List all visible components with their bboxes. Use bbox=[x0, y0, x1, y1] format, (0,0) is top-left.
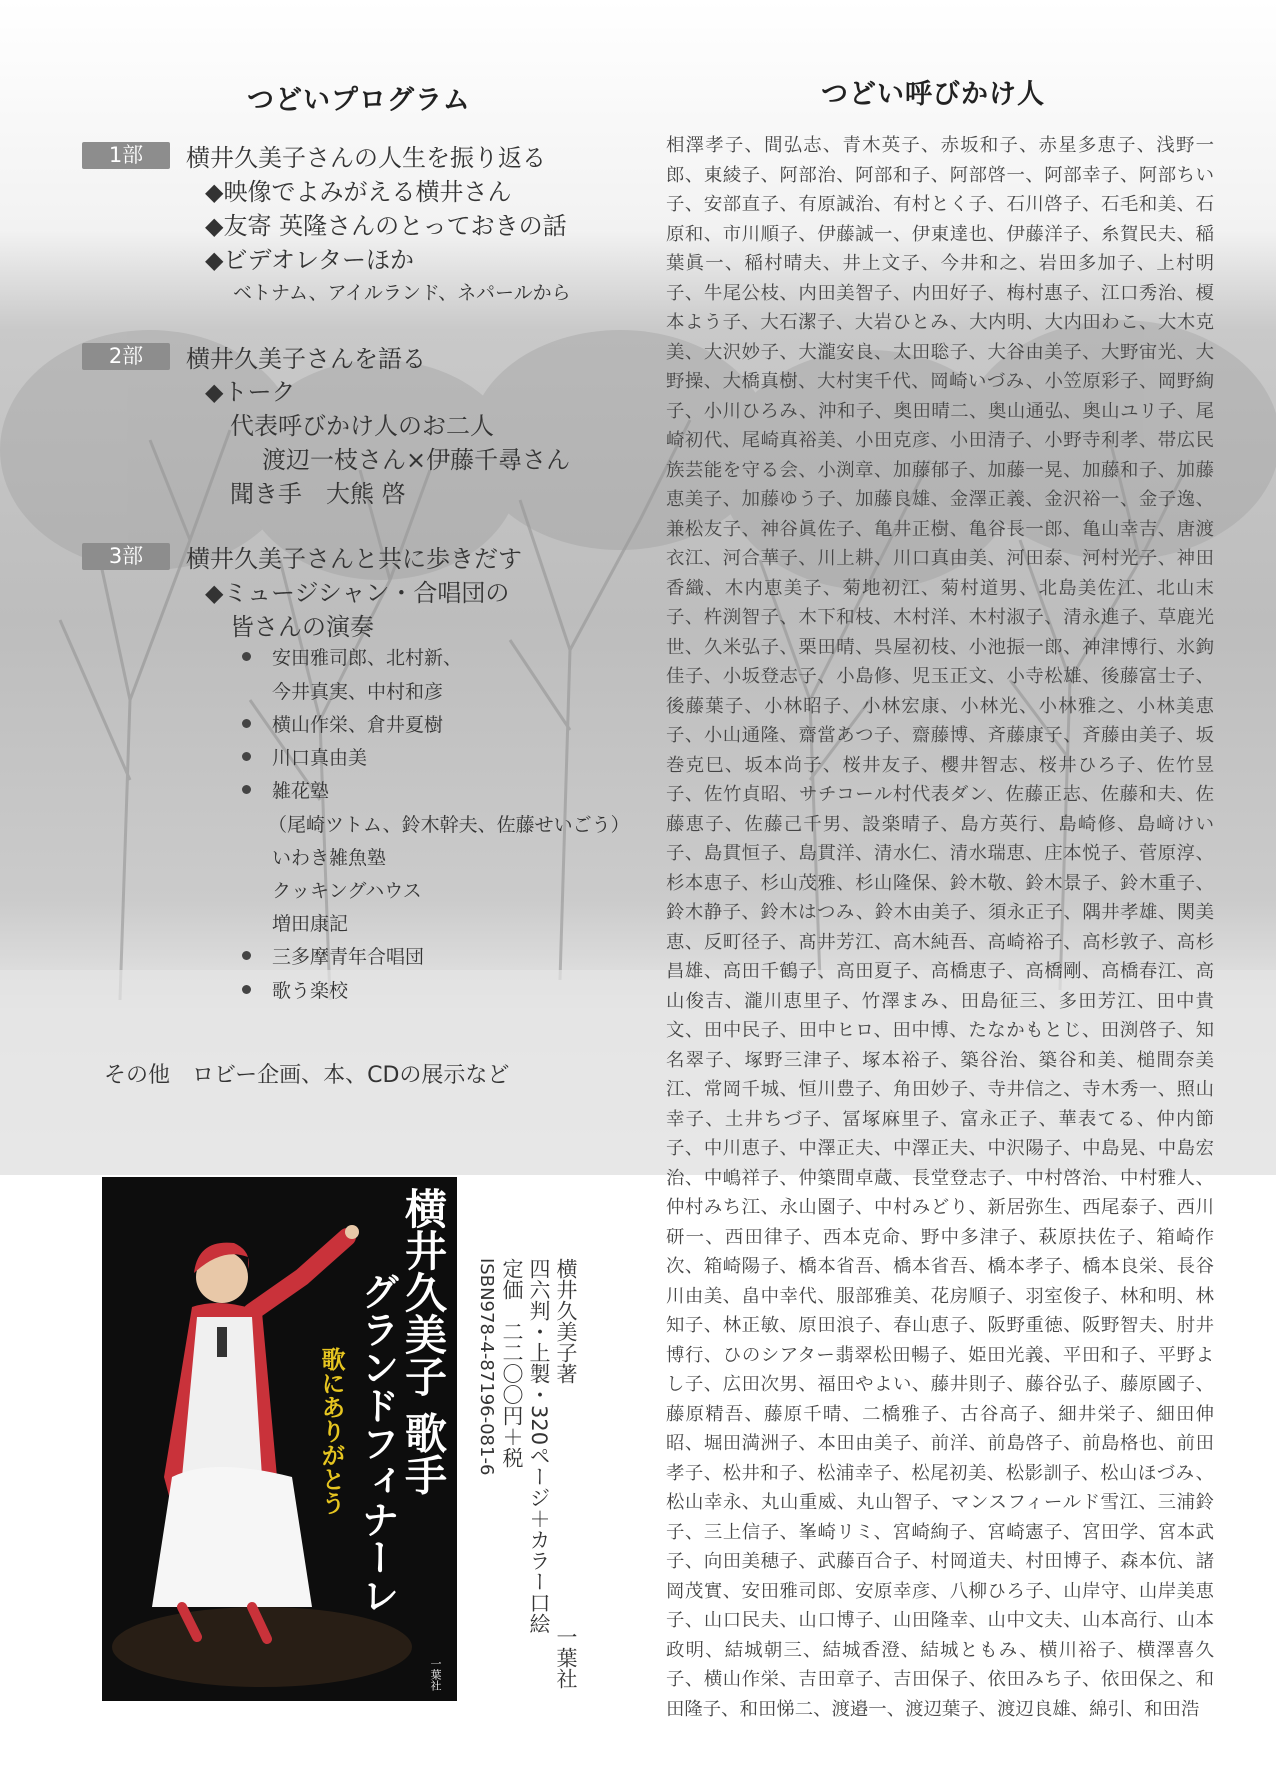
book-price: 定価 二二〇〇円＋税 bbox=[500, 1258, 524, 1468]
performer: クッキングハウス bbox=[272, 880, 422, 902]
part-title: 横井久美子さんと共に歩きだす bbox=[186, 545, 522, 573]
program-line: 聞き手 大熊 啓 bbox=[230, 480, 406, 508]
program-line: ◆友寄 英隆さんのとっておきの話 bbox=[205, 212, 567, 240]
cover-subtitle: グランドフィナーレ bbox=[355, 1272, 399, 1614]
program-line: 皆さんの演奏 bbox=[230, 613, 374, 641]
part-badge: 3部 bbox=[82, 543, 170, 570]
program-line: 代表呼びかけ人のお二人 bbox=[230, 412, 494, 440]
bullet-icon bbox=[242, 719, 251, 728]
bullet-icon bbox=[242, 652, 251, 661]
program-heading: つどいプログラム bbox=[247, 85, 471, 116]
program-line: ◆映像でよみがえる横井さん bbox=[205, 178, 512, 206]
performer: 川口真由美 bbox=[272, 747, 368, 769]
performer: 増田康記 bbox=[272, 913, 349, 935]
program-line: ◆トーク bbox=[205, 378, 296, 406]
performer: 横山作栄、倉井夏樹 bbox=[272, 714, 444, 736]
bullet-icon bbox=[242, 752, 251, 761]
book-publisher: 一葉社 bbox=[554, 1626, 578, 1689]
bullet-icon bbox=[242, 785, 251, 794]
bullet-icon bbox=[242, 951, 251, 960]
performer: 安田雅司郎、北村新、 bbox=[272, 647, 463, 669]
book-format: 四六判・上製・320ページ＋カラー口絵 bbox=[527, 1258, 551, 1635]
performer: 今井真実、中村和彦 bbox=[272, 681, 444, 703]
performer: 雑花塾 bbox=[272, 780, 330, 802]
part-title: 横井久美子さんの人生を振り返る bbox=[186, 144, 546, 172]
part-badge: 1部 bbox=[82, 142, 170, 169]
cover-title: 横井久美子 歌手 bbox=[399, 1187, 448, 1496]
callers-heading: つどい呼びかけ人 bbox=[821, 79, 1045, 110]
performer: いわき雑魚塾 bbox=[272, 847, 387, 869]
cover-publisher-mark: 一葉社 bbox=[429, 1658, 442, 1691]
part-title: 横井久美子さんを語る bbox=[186, 345, 426, 373]
performer: 三多摩青年合唱団 bbox=[272, 946, 425, 968]
book-isbn: ISBN978-4-87196-081-6 bbox=[476, 1258, 497, 1476]
book-author: 横井久美子著 bbox=[554, 1258, 578, 1384]
program-line: ◆ミュージシャン・合唱団の bbox=[205, 579, 510, 607]
performer: （尾崎ツトム、鈴木幹夫、佐藤せいごう） bbox=[268, 814, 630, 836]
program-line: 渡辺一枝さん×伊藤千尋さん bbox=[262, 446, 571, 474]
performer: 歌う楽校 bbox=[272, 980, 349, 1002]
book-cover-image bbox=[102, 1177, 457, 1701]
other-events: その他 ロビー企画、本、CDの展示など bbox=[104, 1063, 510, 1088]
cover-tagline: 歌にありがとう bbox=[317, 1347, 345, 1515]
part-badge: 2部 bbox=[82, 343, 170, 370]
callers-list: 相澤孝子、間弘志、青木英子、赤坂和子、赤星多恵子、浅野一郎、東綾子、阿部治、阿部和子、阿部啓一、阿部幸子、阿部ちい子、安部直子、有原誠治、有村とく子、石川啓子、石毛和美、石原和、市川順子、伊藤誠一、伊東達也、伊藤洋子、糸賀民夫、稲葉眞一、稲村晴夫、井上文子、今井和之、岩田多加子、上村明子、牛尾公枝、内田美智子、内田好子、梅村惠子、江口秀治、榎本よう子、大石潔子、大岩ひとみ、大内明、大内田わこ、大木克美、大沢妙子、大瀧安良、太田聡子、大谷由美子、大野宙光、大野操、大橋真樹、大村実千代、岡崎いづみ、小笠原彩子、岡野絢子、小川ひろみ、沖和子、奥田晴二、奥山通弘、奥山ユリ子、尾崎初代、尾崎真裕美、小田克彦、小田清子、小野寺利孝、帯広民族芸能を守る会、小渕章、加藤郁子、加藤一晃、加藤和子、加藤恵美子、加藤ゆう子、加藤良雄、金澤正義、金沢裕一、金子逸、兼松友子、神谷眞佐子、亀井正樹、亀谷長一郎、亀山幸吉、唐渡衣江、河合華子、川上耕、川口真由美、河田泰、河村光子、神田香織、木内恵美子、菊地初江、菊村道男、北島美佐江、北山末子、杵渕智子、木下和枝、木村洋、木村淑子、清永進子、草鹿光世、久米弘子、栗田晴、呉屋初枝、小池振一郎、神津博行、氷鉤佳子、小坂登志子、小島修、児玉正文、小寺松雄、後藤富士子、後藤葉子、小林昭子、小林宏康、小林光、小林雅之、小林美恵子、小山通隆、齋當あつ子、齋藤博、斉藤康子、斉藤由美子、坂巻克巳、坂本尚子、桜井友子、櫻井智志、桜井ひろ子、佐竹昱子、佐竹貞昭、サチコール村代表ダン、佐藤正志、佐藤和夫、佐藤恵子、佐藤己千男、設楽晴子、島方英行、島崎修、島﨑けい子、島貫恒子、島貫洋、清水仁、清水瑞恵、庄本悦子、菅原淳、杉本恵子、杉山茂雅、杉山隆保、鈴木敬、鈴木景子、鈴木重子、鈴木静子、鈴木はつみ、鈴木由美子、須永正子、隅井孝雄、関美恵、反町径子、髙井芳江、高木純吾、高崎裕子、高杉敦子、高杉昌雄、高田千鶴子、高田夏子、高橋恵子、高橋剛、高橋春江、高山俊吉、瀧川恵里子、竹澤まみ、田島征三、多田芳江、田中貴文、田中民子、田中ヒロ、田中博、たなかもとじ、田渕啓子、知名翠子、塚野三津子、塚本裕子、築谷治、築谷和美、槌間奈美江、常岡千城、恒川豊子、角田妙子、寺井信之、寺木秀一、照山幸子、土井ちづ子、冨塚麻里子、富永正子、華表てる、仲内節子、中川恵子、中澤正夫、中澤正夫、中沢陽子、中島晃、中島宏治、中嶋祥子、仲築間卓蔵、長堂登志子、中村啓治、中村雅人、仲村みち江、永山園子、中村みどり、新居弥生、西尾泰子、西川研一、西田律子、西本克命、野中多津子、萩原扶佐子、箱崎作次、箱崎陽子、橋本省吾、橋本省吾、橋本孝子、橋本良栄、長谷川由美、畠中幸代、服部雅美、花房順子、羽室俊子、林和明、林知子、林正敏、原田浪子、春山恵子、阪野重徳、阪野智夫、肘井博行、ひのシアター翡翠松田暢子、姫田光義、平田和子、平野よし子、広田次男、福田やよい、藤井則子、藤谷弘子、藤原國子、藤原精吾、藤原千晴、二橋雅子、古谷高子、細井栄子、細田伸昭、堀田満洲子、本田由美子、前洋、前島啓子、前島格也、前田孝子、松井和子、松浦幸子、松尾初美、松影訓子、松山ほづみ、松山幸永、丸山重威、丸山智子、マンスフィールド雪江、三浦鈴子、三上信子、峯崎リミ、宮崎絢子、宮崎憲子、宮田学、宮本武子、向田美穂子、武藤百合子、村岡道夫、村田博子、森本伉、諸岡茂實、安田雅司郎、安原幸彦、八柳ひろ子、山岸守、山岸美恵子、山口民夫、山口博子、山田隆幸、山中文夫、山本高行、山本政明、結城朝三、結城香澄、結城ともみ、横川裕子、横澤喜久子、横山作栄、吉田章子、吉田保子、依田みち子、依田保之、和田隆子、和田悌二、渡邉一、渡辺葉子、渡辺良雄、綿引、和田浩 bbox=[666, 135, 1214, 1720]
program-line: ◆ビデオレターほか bbox=[205, 246, 415, 274]
bullet-icon bbox=[242, 985, 251, 994]
program-line: ベトナム、アイルランド、ネパールから bbox=[233, 282, 571, 304]
